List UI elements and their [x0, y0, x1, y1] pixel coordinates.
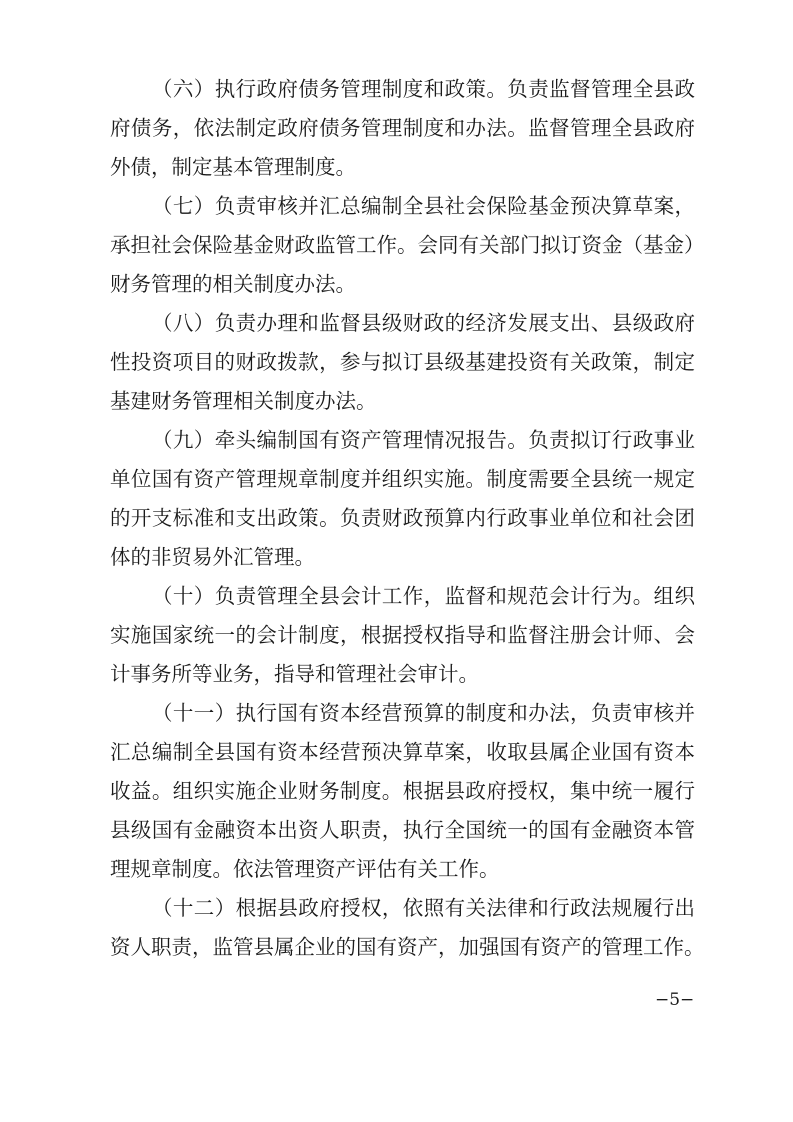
text-line: （九）牵头编制国有资产管理情况报告。负责拟订行政事业: [152, 428, 695, 452]
text-line: 基建财务管理相关制度办法。: [110, 389, 377, 413]
paragraph-9: [110, 421, 695, 577]
paragraph-12: [110, 889, 705, 967]
text-line: （六）执行政府债务管理制度和政策。负责监督管理全县政: [152, 77, 695, 101]
page-number: −5−: [655, 990, 695, 1010]
text-line: 府债务，依法制定政府债务管理制度和办法。监督管理全县政府: [110, 116, 695, 140]
text-line: （七）负责审核并汇总编制全县社会保险基金预决算草案，: [152, 194, 695, 218]
text-line: （十一）执行国有资本经营预算的制度和办法，负责审核并: [152, 701, 695, 725]
text-line: 承担社会保险基金财政监管工作。会同有关部门拟订资金（基金）: [110, 233, 705, 257]
text-line: 县级国有金融资本出资人职责，执行全国统一的国有金融资本管: [110, 818, 695, 842]
text-line: 财务管理的相关制度办法。: [110, 272, 356, 296]
text-line: （十二）根据县政府授权，依照有关法律和行政法规履行出: [152, 896, 695, 920]
paragraph-6: [110, 70, 695, 187]
text-line: 体的非贸易外汇管理。: [110, 545, 315, 569]
paragraph-8: [110, 304, 695, 421]
text-line: 外债，制定基本管理制度。: [110, 155, 356, 179]
paragraph-7: [110, 187, 705, 304]
document-body: [110, 70, 705, 967]
text-line: （十）负责管理全县会计工作，监督和规范会计行为。组织: [152, 584, 695, 608]
text-line: 收益。组织实施企业财务制度。根据县政府授权，集中统一履行: [110, 779, 695, 803]
text-line: 的开支标准和支出政策。负责财政预算内行政事业单位和社会团: [110, 506, 695, 530]
text-line: 资人职责，监管县属企业的国有资产，加强国有资产的管理工作。: [110, 935, 705, 959]
paragraph-11: [110, 694, 695, 889]
text-line: （八）负责办理和监督县级财政的经济发展支出、县级政府: [152, 311, 695, 335]
text-line: 汇总编制全县国有资本经营预决算草案，收取县属企业国有资本: [110, 740, 695, 764]
text-line: 单位国有资产管理规章制度并组织实施。制度需要全县统一规定: [110, 467, 695, 491]
paragraph-10: [110, 577, 695, 694]
text-line: 计事务所等业务，指导和管理社会审计。: [110, 662, 479, 686]
text-line: 理规章制度。依法管理资产评估有关工作。: [110, 857, 500, 881]
text-line: 性投资项目的财政拨款，参与拟订县级基建投资有关政策，制定: [110, 350, 695, 374]
text-line: 实施国家统一的会计制度，根据授权指导和监督注册会计师、会: [110, 623, 695, 647]
